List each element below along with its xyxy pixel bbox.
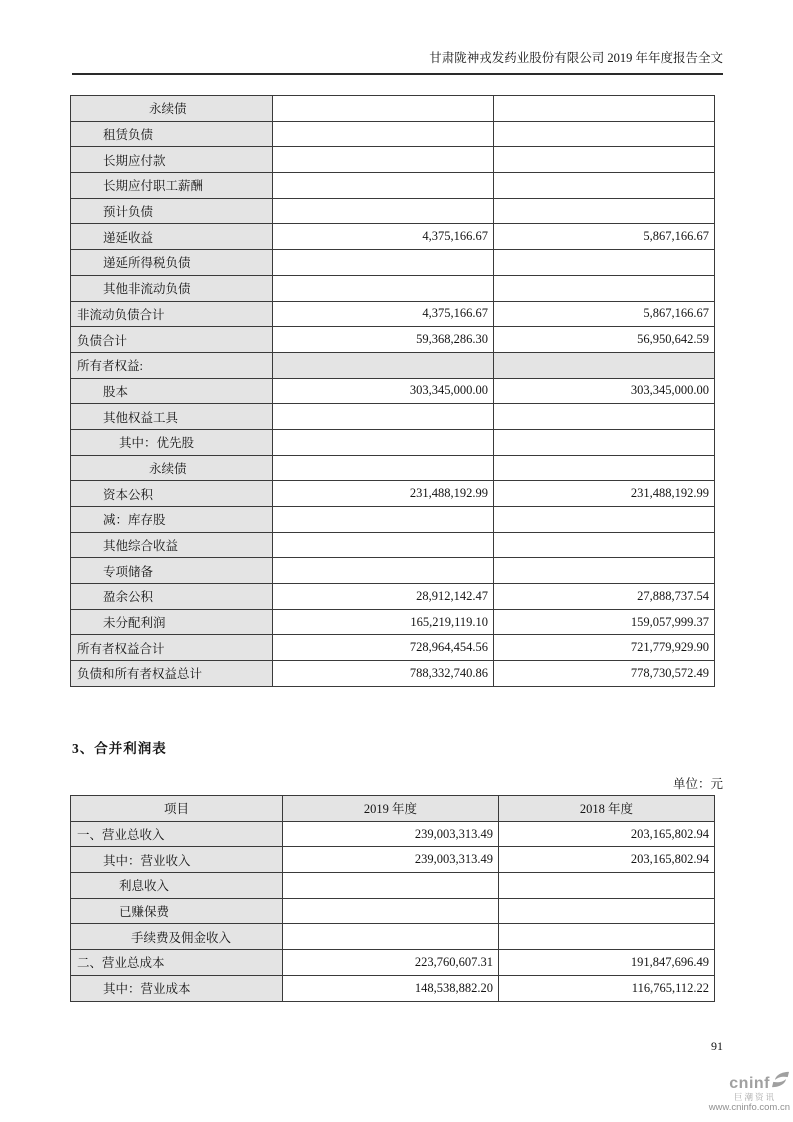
table-header-row: [71, 796, 715, 822]
row-label-cell: 一、营业总收入: [71, 821, 283, 847]
table-row: [71, 378, 715, 404]
value-2018-cell: 231,488,192.99: [494, 481, 715, 507]
value-2018-cell: [494, 532, 715, 558]
cninfo-watermark: [670, 1071, 790, 1112]
row-label-cell: 其他综合收益: [71, 532, 273, 558]
row-label-cell: 租赁负债: [71, 121, 273, 147]
column-header-2019: 2019 年度: [283, 796, 499, 822]
value-2018-cell: [494, 455, 715, 481]
table-row: [71, 96, 715, 122]
table-row: [71, 121, 715, 147]
table-row: [71, 924, 715, 950]
table-row: [71, 250, 715, 276]
value-2019-cell: 239,003,313.49: [283, 847, 499, 873]
table-row: [71, 975, 715, 1001]
value-2019-cell: [273, 96, 494, 122]
row-label-cell: 负债和所有者权益总计: [71, 661, 273, 687]
table-row: [71, 429, 715, 455]
value-2019-cell: [273, 507, 494, 533]
row-label-cell: 利息收入: [71, 873, 283, 899]
row-label-cell: 其他非流动负债: [71, 275, 273, 301]
value-2019-cell: [273, 532, 494, 558]
value-2019-cell: 148,538,882.20: [283, 975, 499, 1001]
value-2018-cell: [494, 173, 715, 199]
row-label-cell: 永续债: [71, 96, 273, 122]
value-2019-cell: [273, 558, 494, 584]
value-2019-cell: [273, 404, 494, 430]
value-2018-cell: [494, 507, 715, 533]
value-2018-cell: [494, 147, 715, 173]
value-2019-cell: 303,345,000.00: [273, 378, 494, 404]
value-2019-cell: [273, 275, 494, 301]
column-header-item: 项目: [71, 796, 283, 822]
table-row: [71, 821, 715, 847]
table-row: [71, 147, 715, 173]
value-2019-cell: [273, 352, 494, 378]
row-label-cell: 递延所得税负债: [71, 250, 273, 276]
table-row: [71, 327, 715, 353]
table-row: [71, 847, 715, 873]
value-2018-cell: 116,765,112.22: [499, 975, 715, 1001]
value-2019-cell: 788,332,740.86: [273, 661, 494, 687]
value-2019-cell: [273, 250, 494, 276]
logo-url: www.cninfo.com.cn: [708, 1101, 790, 1113]
row-label-cell: 股本: [71, 378, 273, 404]
value-2018-cell: [494, 275, 715, 301]
table-row: [71, 404, 715, 430]
value-2018-cell: [494, 558, 715, 584]
row-label-cell: 其中：营业收入: [71, 847, 283, 873]
table-row: [71, 532, 715, 558]
value-2018-cell: 303,345,000.00: [494, 378, 715, 404]
value-2019-cell: [273, 173, 494, 199]
logo-brand-text: cninf: [729, 1075, 770, 1092]
row-label-cell: 未分配利润: [71, 609, 273, 635]
value-2019-cell: [283, 924, 499, 950]
table-row: [71, 873, 715, 899]
row-label-cell: 负债合计: [71, 327, 273, 353]
value-2018-cell: 191,847,696.49: [499, 950, 715, 976]
table-row: [71, 275, 715, 301]
table-row: [71, 950, 715, 976]
table-row: [71, 224, 715, 250]
value-2018-cell: [494, 250, 715, 276]
row-label-cell: 长期应付职工薪酬: [71, 173, 273, 199]
section-title: 3、合并利润表: [72, 741, 167, 756]
logo-brand-row: [670, 1071, 790, 1092]
table-row: [71, 352, 715, 378]
value-2018-cell: [494, 121, 715, 147]
row-label-cell: 盈余公积: [71, 584, 273, 610]
running-header: 甘肃陇神戎发药业股份有限公司 2019 年年度报告全文: [72, 50, 723, 75]
table-row: [71, 481, 715, 507]
value-2019-cell: 165,219,119.10: [273, 609, 494, 635]
value-2018-cell: 5,867,166.67: [494, 301, 715, 327]
table-row: [71, 507, 715, 533]
value-2018-cell: 203,165,802.94: [499, 847, 715, 873]
unit-label: 单位：元: [672, 777, 723, 791]
table-row: [71, 198, 715, 224]
value-2019-cell: 728,964,454.56: [273, 635, 494, 661]
value-2018-cell: [494, 352, 715, 378]
row-label-cell: 递延收益: [71, 224, 273, 250]
value-2019-cell: 223,760,607.31: [283, 950, 499, 976]
value-2018-cell: [499, 924, 715, 950]
value-2018-cell: [494, 429, 715, 455]
table-row: [71, 661, 715, 687]
value-2019-cell: 4,375,166.67: [273, 301, 494, 327]
row-label-cell: 二、营业总成本: [71, 950, 283, 976]
row-label-cell: 减：库存股: [71, 507, 273, 533]
value-2018-cell: [499, 898, 715, 924]
value-2018-cell: 203,165,802.94: [499, 821, 715, 847]
income-statement-table: [70, 795, 715, 1002]
value-2019-cell: [273, 198, 494, 224]
value-2018-cell: 56,950,642.59: [494, 327, 715, 353]
table-row: [71, 898, 715, 924]
logo-chinese-name: 巨潮资讯: [733, 1092, 776, 1102]
value-2019-cell: [273, 147, 494, 173]
row-label-cell: 长期应付款: [71, 147, 273, 173]
value-2018-cell: 778,730,572.49: [494, 661, 715, 687]
page-number: 91: [711, 1039, 723, 1053]
row-label-cell: 所有者权益:: [71, 352, 273, 378]
value-2019-cell: 59,368,286.30: [273, 327, 494, 353]
value-2018-cell: 5,867,166.67: [494, 224, 715, 250]
row-label-cell: 已赚保费: [71, 898, 283, 924]
row-label-cell: 其中：营业成本: [71, 975, 283, 1001]
table-row: [71, 173, 715, 199]
value-2019-cell: [273, 455, 494, 481]
cninfo-swirl-icon: [771, 1071, 790, 1092]
row-label-cell: 资本公积: [71, 481, 273, 507]
table-row: [71, 609, 715, 635]
value-2019-cell: [283, 873, 499, 899]
value-2019-cell: [283, 898, 499, 924]
row-label-cell: 非流动负债合计: [71, 301, 273, 327]
table-row: [71, 301, 715, 327]
value-2019-cell: 239,003,313.49: [283, 821, 499, 847]
value-2019-cell: 231,488,192.99: [273, 481, 494, 507]
value-2019-cell: 4,375,166.67: [273, 224, 494, 250]
row-label-cell: 所有者权益合计: [71, 635, 273, 661]
row-label-cell: 其中：优先股: [71, 429, 273, 455]
value-2018-cell: 27,888,737.54: [494, 584, 715, 610]
value-2018-cell: 721,779,929.90: [494, 635, 715, 661]
row-label-cell: 手续费及佣金收入: [71, 924, 283, 950]
table-row: [71, 455, 715, 481]
value-2018-cell: 159,057,999.37: [494, 609, 715, 635]
value-2019-cell: 28,912,142.47: [273, 584, 494, 610]
table-row: [71, 584, 715, 610]
table-row: [71, 635, 715, 661]
row-label-cell: 专项储备: [71, 558, 273, 584]
value-2018-cell: [494, 404, 715, 430]
row-label-cell: 其他权益工具: [71, 404, 273, 430]
column-header-2018: 2018 年度: [499, 796, 715, 822]
value-2018-cell: [499, 873, 715, 899]
table-row: [71, 558, 715, 584]
balance-sheet-table: [70, 95, 715, 687]
value-2019-cell: [273, 121, 494, 147]
value-2018-cell: [494, 96, 715, 122]
row-label-cell: 永续债: [71, 455, 273, 481]
value-2018-cell: [494, 198, 715, 224]
row-label-cell: 预计负债: [71, 198, 273, 224]
value-2019-cell: [273, 429, 494, 455]
